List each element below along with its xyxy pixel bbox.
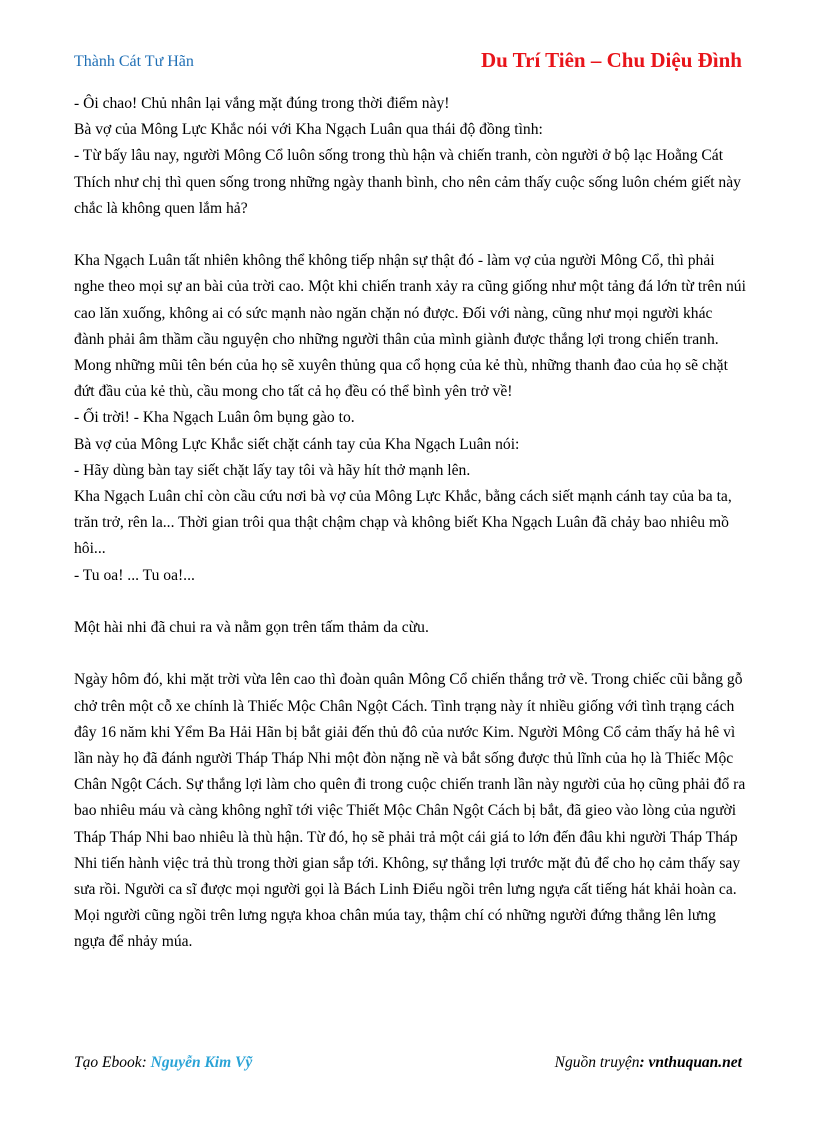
source-label: Nguồn truyện: [554, 1054, 640, 1071]
paragraph: - Ôi chao! Chủ nhân lại vắng mặt đúng trong thời điểm này!: [74, 95, 450, 112]
source-colon: :: [639, 1054, 645, 1071]
ebook-creator: Nguyễn Kim Vỹ: [150, 1054, 253, 1071]
paragraph: - Ối trời! - Kha Ngạch Luân ôm bụng gào to.: [74, 409, 355, 427]
paragraph: - Hãy dùng bàn tay siết chặt lấy tay tôi và hãy hít thở mạnh lên.: [74, 461, 471, 479]
paragraph: Một hài nhi đã chui ra và nằm gọn trên tấm thảm da cừu.: [74, 619, 429, 637]
page-header: [74, 48, 742, 76]
paragraph: Ngày hôm đó, khi mặt trời vừa lên cao thì đoàn quân Mông Cổ chiến thắng trở về. Trong chiếc cũi bằng gỗ chở trên một cỗ xe chính là Thiếc Mộc Chân Ngột Cách. Tình trạng này ít nhiều giống với tình trạng cách đây 16 năm khi Yểm Ba Hải Hãn bị bắt giải đến thủ đô của nước Kim. Người Mông Cổ cảm thấy hả hê vì lần này họ đã đánh người Tháp Tháp Nhi một đòn nặng nề và bắt sống được thủ lĩnh của họ là Thiếc Mộc Chân Ngột Cách. Sự thắng lợi làm cho quên đi trong cuộc chiến tranh lần này người của họ cũng phải đổ ra bao nhiêu máu và càng không nghĩ tới việc Thiết Mộc Chân Ngột Cách bị bắt, đã gieo vào lòng của người Tháp Tháp Nhi bao nhiêu là thù hận. Từ đó, họ sẽ phải trả một cái giá to lớn đến đâu khi người Tháp Tháp Nhi tiến hành việc trả thù trong thời gian sắp tới. Không, sự thắng lợi trước mặt đủ để cho họ cảm thấy say sưa rồi. Người ca sĩ được mọi người gọi là Bách Linh Điểu ngồi trên lưng ngựa cất tiếng hát khải hoàn ca. Mọi người cũng ngồi trên lưng ngựa khoa chân múa tay, thậm chí có những người đứng thẳng lên lưng ngựa để nhảy múa.: [74, 671, 746, 951]
paragraph: - Tu oa! ... Tu oa!...: [74, 566, 195, 584]
page-footer: [74, 1054, 742, 1076]
paragraph: Bà vợ của Mông Lực Khắc nói với Kha Ngạch Luân qua thái độ đồng tình:: [74, 121, 543, 139]
source-credit: [555, 1054, 742, 1072]
source-site: vnthuquan.net: [648, 1054, 742, 1071]
book-title: Thành Cát Tư Hãn: [74, 53, 194, 70]
paragraph: Kha Ngạch Luân tất nhiên không thể không tiếp nhận sự thật đó - làm vợ của người Mông Cổ, thì phải nghe theo mọi sự an bài của trời cao. Một khi chiến tranh xảy ra cũng giống như một tảng đá lớn từ trên núi cao lăn xuống, không ai có sức mạnh nào ngăn chặn nó được. Đối với nàng, cũng như mọi người khác đành phải âm thầm cầu nguyện cho những người thân của mình giành được thắng lợi trong chiến tranh. Mong những mũi tên bén của họ sẽ xuyên thủng qua cổ họng của kẻ thù, những thanh đao của họ sẽ chặt đứt đầu của kẻ thù, cầu mong cho tất cả họ đều có thể bình yên trở về!: [74, 252, 746, 401]
ebook-colon: :: [141, 1054, 147, 1071]
paragraph: Kha Ngạch Luân chỉ còn cầu cứu nơi bà vợ của Mông Lực Khắc, bằng cách siết mạnh cánh tay của ba ta, trăn trở, rên la... Thời gian trôi qua thật chậm chạp và không biết Kha Ngạch Luân đã chảy bao nhiêu mồ hôi...: [74, 488, 732, 558]
ebook-label: Tạo Ebook: [74, 1054, 142, 1071]
paragraph: Bà vợ của Mông Lực Khắc siết chặt cánh tay của Kha Ngạch Luân nói:: [74, 435, 520, 453]
paragraph: - Từ bấy lâu nay, người Mông Cổ luôn sống trong thù hận và chiến tranh, còn người ở bộ lạc Hoằng Cát Thích như chị thì quen sống trong những ngày thanh bình, cho nên cảm thấy cuộc sống luôn chém giết này chắc là không quen lắm hả?: [74, 147, 741, 217]
book-authors: Du Trí Tiên – Chu Diệu Đình: [480, 48, 742, 72]
page-body: [74, 91, 746, 956]
ebook-credit: [74, 1054, 252, 1072]
